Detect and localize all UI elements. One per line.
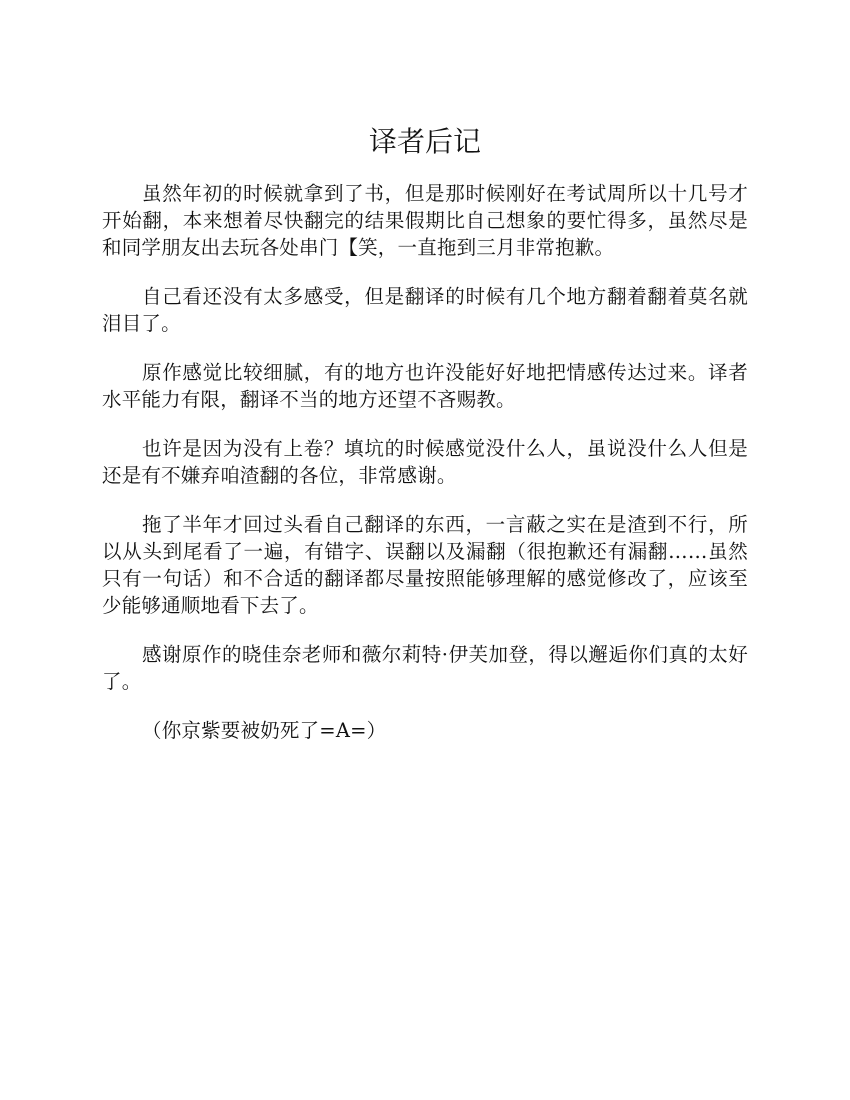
paragraph: 感谢原作的晓佳奈老师和薇尔莉特·伊芙加登，得以邂逅你们真的太好了。 [102,643,748,693]
paragraph: 虽然年初的时候就拿到了书，但是那时候刚好在考试周所以十几号才开始翻，本来想着尽快翻完的结果假期比自己想象的要忙得多，虽然尽是和同学朋友出去玩各处串门【笑，一直拖到三月非常抱歉。 [102,182,748,259]
paragraph: 自己看还没有太多感受，但是翻译的时候有几个地方翻着翻着莫名就泪目了。 [102,285,748,335]
paragraph: 原作感觉比较细腻，有的地方也许没能好好地把情感传达过来。译者水平能力有限，翻译不当的地方还望不吝赐教。 [102,361,748,411]
paragraph: 也许是因为没有上卷？填坑的时候感觉没什么人，虽说没什么人但是还是有不嫌弃咱渣翻的各位，非常感谢。 [102,437,748,487]
closing-note: （你京紫要被奶死了=A=） [142,719,387,742]
page-title: 译者后记 [368,125,481,158]
document-body [102,180,748,766]
paragraph: 拖了半年才回过头看自己翻译的东西，一言蔽之实在是渣到不行，所以从头到尾看了一遍，有错字、误翻以及漏翻（很抱歉还有漏翻……虽然只有一句话）和不合适的翻译都尽量按照能够理解的感觉修改了，应该至少能够通顺地看下去了。 [102,513,748,617]
